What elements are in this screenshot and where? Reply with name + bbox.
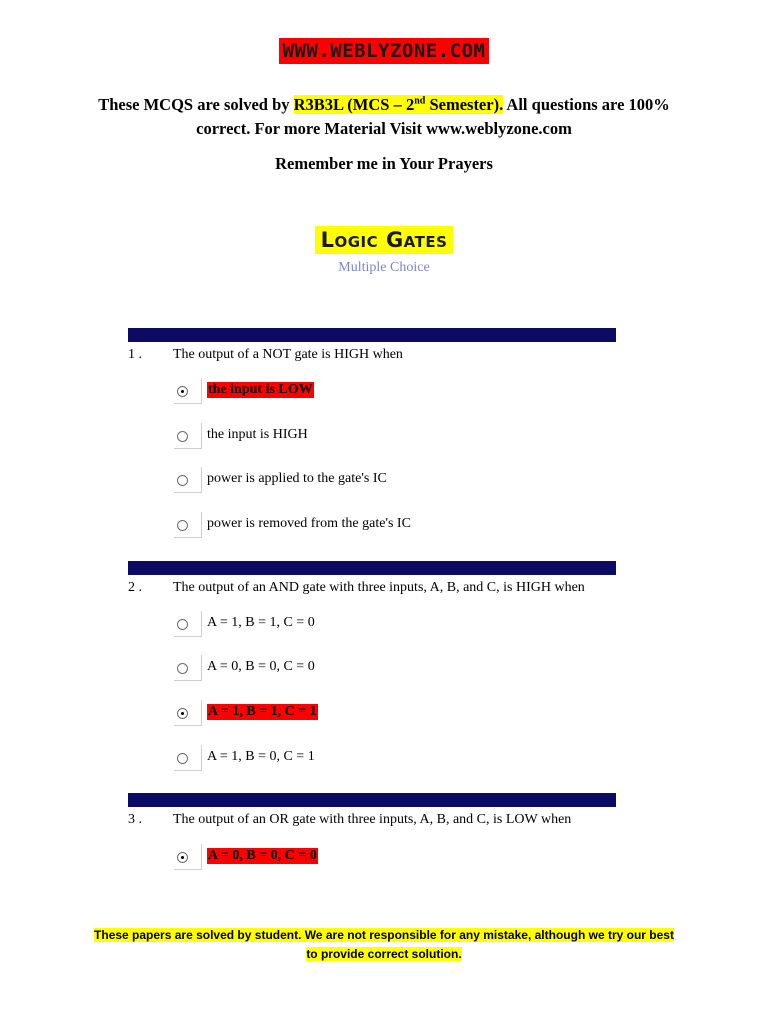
radio-button[interactable] bbox=[174, 700, 202, 726]
intro-text bbox=[80, 93, 688, 141]
option-label: the input is LOW bbox=[208, 382, 313, 397]
radio-button[interactable] bbox=[174, 467, 202, 493]
answer-option[interactable] bbox=[174, 512, 634, 538]
section-bar bbox=[128, 328, 616, 342]
option-label: A = 1, B = 1, C = 1 bbox=[208, 704, 317, 719]
question-number: 2 . bbox=[128, 580, 142, 595]
radio-button[interactable] bbox=[174, 423, 202, 449]
disclaimer-line-1: These papers are solved by student. We are not responsible for any mistake, although we try our best bbox=[94, 928, 674, 942]
radio-empty-icon bbox=[177, 753, 188, 764]
question-text: The output of an AND gate with three inputs, A, B, and C, is HIGH when bbox=[173, 580, 585, 595]
radio-empty-icon bbox=[177, 431, 188, 442]
radio-button[interactable] bbox=[174, 611, 202, 637]
section-bar bbox=[128, 793, 616, 807]
answer-option[interactable] bbox=[174, 423, 634, 449]
question-number: 1 . bbox=[128, 347, 142, 362]
radio-selected-icon bbox=[177, 708, 188, 719]
option-label: A = 1, B = 1, C = 0 bbox=[207, 615, 315, 630]
radio-button[interactable] bbox=[174, 378, 202, 404]
quiz-subtitle: Multiple Choice bbox=[338, 260, 430, 275]
answer-option[interactable] bbox=[174, 745, 634, 771]
option-label: A = 0, B = 0, C = 0 bbox=[207, 659, 315, 674]
radio-empty-icon bbox=[177, 520, 188, 531]
radio-button[interactable] bbox=[174, 745, 202, 771]
option-label: power is removed from the gate's IC bbox=[207, 516, 411, 531]
option-label: the input is HIGH bbox=[207, 427, 308, 442]
radio-empty-icon bbox=[177, 619, 188, 630]
section-bar bbox=[128, 561, 616, 575]
intro-author bbox=[294, 95, 504, 114]
radio-empty-icon bbox=[177, 663, 188, 674]
remember-text: Remember me in Your Prayers bbox=[275, 154, 493, 173]
footer-disclaimer bbox=[60, 926, 708, 964]
question-text: The output of an OR gate with three inputs, A, B, and C, is LOW when bbox=[173, 812, 572, 827]
site-url: WWW.WEBLYZONE.COM bbox=[279, 38, 490, 64]
intro-sup: nd bbox=[414, 95, 426, 107]
radio-button[interactable] bbox=[174, 655, 202, 681]
quiz-title-wrap bbox=[0, 226, 768, 254]
option-label: A = 0, B = 0, C = 0 bbox=[208, 848, 317, 863]
option-label: power is applied to the gate's IC bbox=[207, 471, 387, 486]
answer-option[interactable] bbox=[174, 844, 634, 870]
answer-option[interactable] bbox=[174, 700, 634, 726]
answer-option[interactable] bbox=[174, 378, 634, 404]
quiz-title: Logic Gates bbox=[315, 226, 454, 254]
answer-option[interactable] bbox=[174, 611, 634, 637]
answer-option[interactable] bbox=[174, 467, 634, 493]
site-url-banner bbox=[0, 40, 768, 62]
option-label: A = 1, B = 0, C = 1 bbox=[207, 749, 315, 764]
question-number: 3 . bbox=[128, 812, 142, 827]
radio-button[interactable] bbox=[174, 512, 202, 538]
answer-option[interactable] bbox=[174, 655, 634, 681]
intro-author-end: Semester). bbox=[425, 95, 504, 114]
radio-empty-icon bbox=[177, 475, 188, 486]
radio-selected-icon bbox=[177, 852, 188, 863]
intro-part2: All questions are 100% correct. For more Material Visit www.weblyzone.com bbox=[196, 95, 670, 138]
radio-selected-icon bbox=[177, 386, 188, 397]
radio-button[interactable] bbox=[174, 844, 202, 870]
question-text: The output of a NOT gate is HIGH when bbox=[173, 347, 403, 362]
intro-author-name: R3B3L (MCS – 2 bbox=[293, 95, 415, 114]
intro-part1: These MCQS are solved by bbox=[98, 95, 294, 114]
disclaimer-line-2: to provide correct solution. bbox=[306, 947, 462, 961]
